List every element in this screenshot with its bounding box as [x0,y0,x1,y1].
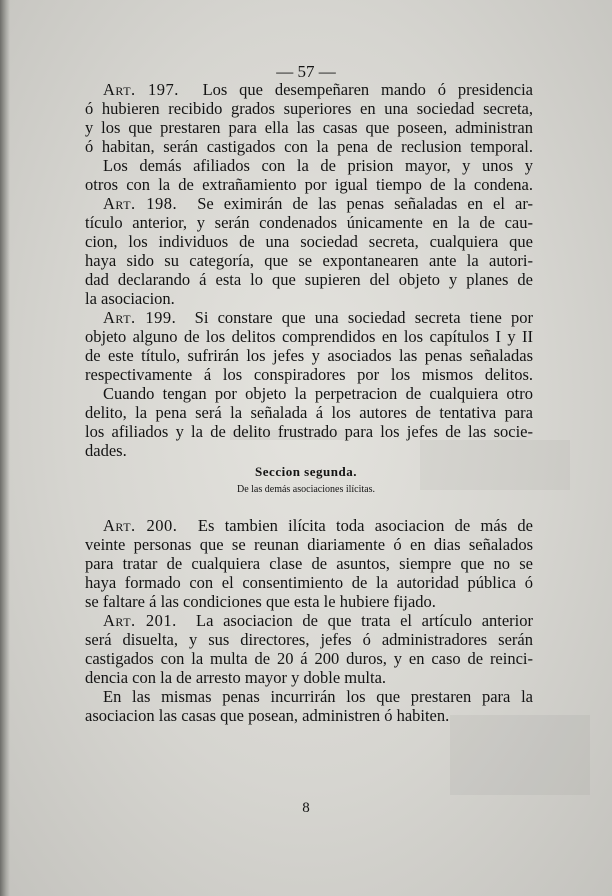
section-heading: Seccion segunda. [255,464,357,479]
article-line: delito, la pena será la señalada á los autores de tentativa para [85,403,533,422]
article-line: ó habitan, serán castigados con la pena de reclusion temporal. [85,137,533,156]
article-line: se faltare á las condiciones que esta le hubiere fijado. [85,592,436,611]
article-line: dad declarando á esta lo que supieren del objeto y planes de [85,270,533,289]
article-line: la asociacion. [85,289,175,308]
article-line: haya sido su categoría, que se expontanearen ante la autori- [85,251,533,270]
article-line: veinte personas que se reunan diariamente ó en dias señalados [85,535,533,554]
article-line: dencia con la de arresto mayor y doble multa. [85,668,387,687]
article-label: Art. 200. [103,516,178,535]
article-line: objeto alguno de los delitos comprendidos en los capítulos I y II [85,327,533,346]
bleed-through-shadow [230,430,350,440]
article-200 [85,516,533,611]
article-line: castigados con la multa de 20 á 200 duros, y en caso de reinci- [85,649,533,668]
article-line: dades. [85,441,127,460]
page-spine-shadow [0,0,10,896]
article-line: Cuando tengan por objeto la perpetracion de cualquiera otro [103,384,533,403]
article-199-first-line: Art. 199. Si constare que una sociedad secreta tiene por [103,308,533,327]
article-197 [85,80,533,194]
article-line: ó hubieren recibido grados superiores en una sociedad secreta, [85,99,533,118]
article-line: para tratar de cualquiera clase de asuntos, siempre que no se [85,554,533,573]
section-subheading: De las demás asociaciones ilícitas. [236,484,375,495]
article-label: Art. 197. [103,80,179,99]
article-201-first-line: Art. 201. La asociacion de que trata el artículo anterior [103,611,534,630]
article-line: otros con la de extrañamiento por igual tiempo de la condena. [85,175,533,194]
article-label: Art. 199. [103,308,177,327]
article-line: de este título, sufrirán los jefes y asociados las penas señaladas [85,346,533,365]
article-line: Los demás afiliados con la de prision mayor, y unos y [103,156,533,175]
article-line: haya formado con el consentimiento de la autoridad pública ó [85,573,533,592]
article-200-first-line: Art. 200. Es tambien ilícita toda asociacion de más de [103,516,533,535]
article-201 [85,611,533,725]
bleed-through-shadow [450,715,590,795]
article-198 [85,194,533,308]
article-label: Art. 201. [103,611,177,630]
signature-mark: 8 [302,800,310,816]
article-line: cion, los individuos de una sociedad secreta, cualquiera que [85,232,533,251]
article-line: los afiliados y la de delito frustrado para los jefes de las socie- [85,422,533,441]
article-line: En las mismas penas incurrirán los que prestaren para la [103,687,533,706]
article-197-first-line: Art. 197. Los que desempeñaren mando ó presidencia [103,80,533,99]
article-line: y los que prestaren para ella las casas que poseen, administran [85,118,533,137]
article-line: tículo anterior, y serán condenados únicamente en la de cau- [85,213,533,232]
article-line: asociacion las casas que posean, administren ó habiten. [85,706,450,725]
page-number: — 57 — [276,62,336,81]
article-line: será disuelta, y sus directores, jefes ó administradores serán [85,630,533,649]
article-198-first-line: Art. 198. Se eximirán de las penas señaladas en el ar- [103,194,533,213]
article-line: respectivamente á los conspiradores por los mismos delitos. [85,365,533,384]
article-label: Art. 198. [103,194,178,213]
